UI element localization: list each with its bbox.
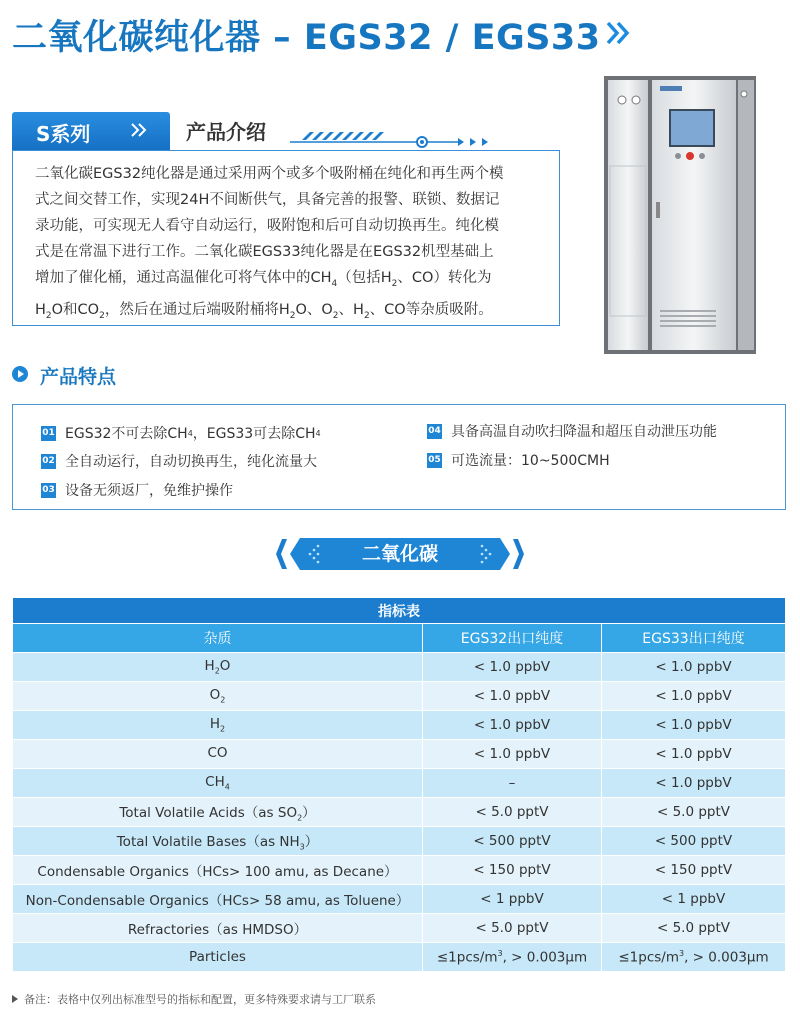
feature-item: 04 具备高温自动吹扫降温和超压自动泄压功能: [428, 424, 717, 440]
egs32-cell: < 500 pptV: [423, 827, 602, 856]
egs33-cell: < 1.0 ppbV: [602, 711, 786, 740]
footnote-text: 备注：表格中仅列出标准型号的指标和配置，更多特殊要求请与工厂联系: [24, 993, 376, 1006]
impurity-cell: $H_2$: [13, 711, 423, 740]
egs33-cell: < 1.0 ppbV: [602, 769, 786, 798]
table-row: [13, 740, 786, 769]
intro-line: $H_2O$和$CO_2$，然后在通过后端吸附桶将$H_2O$、$O_2$、$H_2$、CO等杂质吸附。: [35, 301, 493, 321]
features-box: [12, 404, 786, 510]
egs33-cell: < 1.0 ppbV: [602, 682, 786, 711]
feature-number: 05: [427, 453, 442, 468]
table-row: [13, 885, 786, 914]
egs33-cell: < 5.0 pptV: [602, 914, 786, 943]
table-caption: 指标表: [13, 598, 786, 624]
egs32-cell: < 1.0 ppbV: [423, 653, 602, 682]
table-caption-row: [13, 598, 786, 624]
table-row: [13, 856, 786, 885]
co2-banner: [270, 536, 530, 572]
feature-item: 03 设备无须返厂，免维护操作: [42, 483, 233, 499]
column-header: EGS32出口纯度: [423, 624, 602, 653]
feature-number: 03: [41, 483, 56, 498]
egs33-cell: < 5.0 pptV: [602, 798, 786, 827]
egs32-cell: < 1 ppbV: [423, 885, 602, 914]
table-row: [13, 914, 786, 943]
banner-label: 二氧化碳: [361, 543, 438, 565]
intro-line: 录功能，可实现无人看守自动运行，吸附饱和后可自动切换再生。纯化模: [35, 218, 499, 234]
feature-item: 01 EGS32不可去除CH 4 ，EGS33可去除CH 4: [42, 426, 321, 442]
play-circle-icon: [12, 366, 28, 382]
impurity-cell: Total Volatile Acids（as $SO_2$）: [13, 798, 423, 827]
column-header: 杂质: [13, 624, 423, 653]
table-header-row: [13, 624, 786, 653]
double-chevron-right-icon: [130, 122, 148, 138]
double-chevron-right-icon: [602, 16, 636, 50]
intro-line: 二氧化碳EGS32纯化器是通过采用两个或多个吸附桶在纯化和再生两个模: [35, 166, 504, 182]
intro-text: [12, 150, 560, 326]
feature-number: 02: [41, 454, 56, 469]
intro-line: 式之间交替工作，实现24H不间断供气，具备完善的报警、联锁、数据记: [35, 192, 500, 208]
egs32-cell: < 1.0 ppbV: [423, 740, 602, 769]
egs33-cell: < 1 ppbV: [602, 885, 786, 914]
feature-number: 04: [427, 424, 442, 439]
feature-item: 02 全自动运行，自动切换再生，纯化流量大: [42, 454, 317, 470]
egs33-cell: $\le 1pcs/m^3$, > 0.003μm: [602, 943, 786, 972]
feature-number: 01: [41, 426, 56, 441]
intro-line: 增加了催化桶，通过高温催化可将气体中的$CH_4$（包括$H_2$、CO）转化为: [35, 270, 492, 289]
table-row: [13, 711, 786, 740]
impurity-cell: CO: [13, 740, 423, 769]
impurity-cell: Condensable Organics（HCs> 100 amu, as Decane）: [13, 856, 423, 885]
egs32-cell: < 5.0 pptV: [423, 914, 602, 943]
egs33-cell: < 1.0 ppbV: [602, 740, 786, 769]
egs32-cell: < 5.0 pptV: [423, 798, 602, 827]
egs32-cell: $\le 1pcs/m^3$, > 0.003μm: [423, 943, 602, 972]
impurity-cell: Non-Condensable Organics（HCs> 58 amu, as Toluene）: [13, 885, 423, 914]
table-row: [13, 769, 786, 798]
egs32-cell: < 1.0 ppbV: [423, 711, 602, 740]
intro-line: 式是在常温下进行工作。二氧化碳EGS33纯化器是在EGS32机型基础上: [35, 244, 494, 260]
section-title-intro: 产品介绍: [186, 120, 266, 144]
impurity-cell: $H_2O$: [13, 653, 423, 682]
impurity-cell: $CH_4$: [13, 769, 423, 798]
table-row: [13, 943, 786, 972]
impurity-cell: Total Volatile Bases（as $NH_3$）: [13, 827, 423, 856]
table-row: [13, 827, 786, 856]
egs32-cell: –: [423, 769, 602, 798]
egs33-cell: < 150 pptV: [602, 856, 786, 885]
feature-item: 05 可选流量：10~500CMH: [428, 453, 610, 469]
triangle-right-icon: [12, 995, 18, 1003]
egs33-cell: < 1.0 ppbV: [602, 653, 786, 682]
footnote: [12, 991, 376, 1007]
impurity-cell: Particles: [13, 943, 423, 972]
series-tab-label: S系列: [36, 122, 91, 146]
table-row: [13, 653, 786, 682]
egs32-cell: < 150 pptV: [423, 856, 602, 885]
egs32-cell: < 1.0 ppbV: [423, 682, 602, 711]
page-title: 二氧化碳纯化器 – EGS32 / EGS33: [12, 18, 601, 58]
features-title: 产品特点: [40, 366, 117, 388]
impurity-cell: $O_2$: [13, 682, 423, 711]
impurity-cell: Refractories（as HMDSO）: [13, 914, 423, 943]
egs33-cell: < 500 pptV: [602, 827, 786, 856]
purifier-cabinet-image: [600, 74, 760, 358]
series-tab: [12, 112, 170, 150]
spec-table: [12, 597, 786, 972]
column-header: EGS33出口纯度: [602, 624, 786, 653]
table-row: [13, 682, 786, 711]
table-row: [13, 798, 786, 827]
